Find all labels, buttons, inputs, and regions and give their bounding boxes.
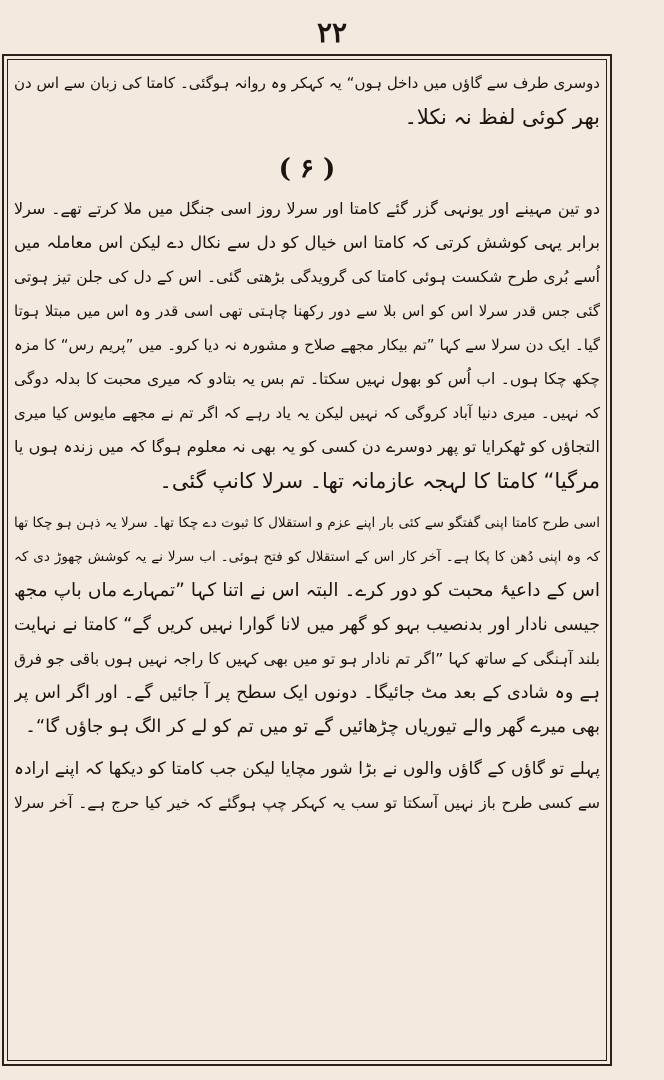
text-line: بھی میرے گھر والے تیوریاں چڑھائیں گے تو میں تم کو لے کر الگ ہو جاؤں گا“۔	[25, 716, 600, 737]
text-line: التجاؤں کو ٹھکرایا تو پھر دوسرے دن کسی کو یہ بھی نہ معلوم ہوگا کہ میں زندہ ہوں یا	[14, 437, 600, 456]
text-line: چکھ چکا ہوں۔ اب اُس کو بھول نہیں سکتا۔ تم بس یہ بتادو کہ میری محبت کا بدلہ دوگی	[14, 370, 600, 388]
text-line: اُسے بُری طرح شکست ہوئی کامتا کی گرویدگی بڑھتی گئی۔ اس کے دل کی جلن تیز ہوتی	[14, 268, 600, 286]
text-line: مرگیا“ کامتا کا لہجہ عازمانہ تھا۔ سرلا کانپ گئی۔	[159, 469, 600, 493]
page-number: ۲۲	[316, 16, 348, 49]
page-body	[14, 66, 600, 820]
text-line: جیسی نادار اور بدنصیب بہو کو گھر میں لانا گوارا نہیں کریں گے“ کامتا نے نہایت	[14, 615, 600, 635]
text-line: گئی جس قدر سرلا اس کو اس بلا سے دور رکھنا چاہتی تھی اسی قدر وہ اس میں مبتلا ہوتا	[14, 302, 600, 320]
text-line: اسی طرح کامتا اپنی گفتگو سے کئی بار اپنے عزم و استقلال کا ثبوت دے چکا تھا۔ سرلا یہ ذہن ہو چکا تھا	[14, 515, 600, 531]
text-line: کہ نہیں۔ میری دنیا آباد کروگی کہ نہیں لیکن یہ یاد رہے کہ اگر تم نے مجھے مایوس کیا میری	[14, 404, 600, 422]
text-line: سے کسی طرح باز نہیں آسکتا تو سب یہ کہکر چپ ہوگئے کہ خیر کیا حرج ہے۔ آخر سرلا	[14, 794, 600, 812]
text-line: اس کے داعیۂ محبت کو دور کرے۔ البتہ اس نے اتنا کہا ”تمہارے ماں باپ مجھ	[14, 580, 600, 601]
section-number: ( ۶ )	[278, 154, 336, 184]
text-line: گیا۔ ایک دن سرلا سے کہا ”تم بیکار مجھے صلاح و مشورہ نہ دیا کرو۔ میں ”پریم رس“ کا مزہ	[14, 336, 600, 354]
text-line: بھر کوئی لفظ نہ نکلا۔	[404, 105, 600, 129]
text-line: دوسری طرف سے گاؤں میں داخل ہوں“ یہ کہکر وہ روانہ ہوگئی۔ کامتا کی زبان سے اس دن	[14, 74, 600, 92]
text-line: برابر یہی کوشش کرتی کہ کامتا اس خیال کو دل سے نکال دے لیکن اس معاملہ میں	[14, 233, 600, 252]
text-line: دو تین مہینے اور یونہی گزر گئے کامتا اور سرلا روز اسی جنگل میں ملا کرتے تھے۔ سرلا	[14, 199, 600, 218]
text-line: پہلے تو گاؤں کے گاؤں والوں نے بڑا شور مچایا لیکن جب کامتا کو دیکھا کہ اپنے ارادہ	[14, 759, 600, 779]
text-line: کہ وہ اپنی دُھن کا پکا ہے۔ آخر کار اس کے استقلال کو فتح ہوئی۔ اب سرلا نے یہ کوشش چھوڑ دی کہ	[14, 549, 600, 565]
text-line: بلند آہنگی کے ساتھ کہا ”اگر تم نادار ہو تو میں بھی کہیں کا راجہ نہیں ہوں باقی جو فرق	[14, 650, 600, 668]
text-line: ہے وہ شادی کے بعد مٹ جائیگا۔ دونوں ایک سطح پر آ جائیں گے۔ اور اگر اس پر	[14, 683, 600, 703]
